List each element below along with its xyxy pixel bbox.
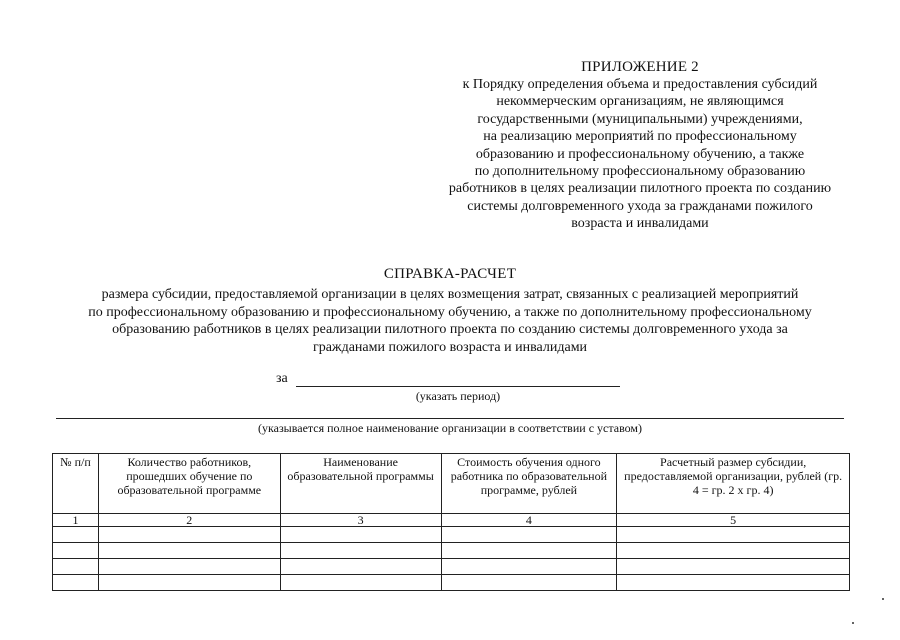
- table-cell[interactable]: [441, 575, 617, 591]
- column-header-program-name: Наименование образовательной программы: [280, 454, 441, 514]
- table-row: [53, 543, 850, 559]
- table-row: [53, 527, 850, 543]
- table-cell[interactable]: [280, 559, 441, 575]
- table-cell[interactable]: [98, 559, 280, 575]
- table-cell[interactable]: [280, 575, 441, 591]
- column-header-training-cost: Стоимость обучения одного работника по образовательной программе, рублей: [441, 454, 617, 514]
- table-cell[interactable]: [441, 543, 617, 559]
- annex-line: возраста и инвалидами: [571, 216, 709, 232]
- annex-line: образованию и профессиональному обучению, а также: [475, 146, 805, 162]
- period-field[interactable]: [296, 386, 620, 387]
- table-cell[interactable]: [53, 543, 99, 559]
- subtitle-line: гражданами пожилого возраста и инвалидами: [312, 339, 588, 355]
- table-cell[interactable]: [98, 543, 280, 559]
- table-cell[interactable]: [280, 527, 441, 543]
- column-number: 5: [617, 514, 850, 527]
- table-cell[interactable]: [617, 543, 850, 559]
- calculation-table: [52, 453, 850, 591]
- table-row: [53, 559, 850, 575]
- annex-block: [420, 58, 860, 233]
- column-header-number: № п/п: [53, 454, 99, 514]
- table-row: [53, 575, 850, 591]
- table-header-row: [53, 454, 850, 514]
- scan-speck: [882, 598, 884, 600]
- subtitle-line: образованию работников в целях реализации пилотного проекта по созданию системы долговременного ухода за: [112, 322, 788, 338]
- document-title: СПРАВКА-РАСЧЕТ: [383, 266, 517, 282]
- annex-line: работников в целях реализации пилотного проекта по созданию: [448, 181, 832, 197]
- table-cell[interactable]: [617, 527, 850, 543]
- table-cell[interactable]: [98, 527, 280, 543]
- column-header-subsidy-amount: Расчетный размер субсидии, предоставляемой организации, рублей (гр. 4 = гр. 2 х гр. 4): [617, 454, 850, 514]
- annex-line: на реализацию мероприятий по профессиональному: [483, 129, 797, 145]
- table-cell[interactable]: [617, 575, 850, 591]
- annex-line: государственными (муниципальными) учреждениями,: [477, 111, 803, 127]
- column-number: 2: [98, 514, 280, 527]
- annex-line: по дополнительному профессиональному образованию: [474, 164, 806, 180]
- table-cell[interactable]: [280, 543, 441, 559]
- annex-line: к Порядку определения объема и предоставления субсидий: [462, 77, 818, 92]
- column-number: 4: [441, 514, 617, 527]
- table-cell[interactable]: [617, 559, 850, 575]
- table-cell[interactable]: [53, 527, 99, 543]
- column-header-workers-count: Количество работников, прошедших обучение по образовательной программе: [98, 454, 280, 514]
- organization-name-field[interactable]: [56, 418, 844, 419]
- table-cell[interactable]: [441, 559, 617, 575]
- organization-hint: (указывается полное наименование организации в соответствии с уставом): [257, 421, 643, 435]
- annex-line: системы долговременного ухода за гражданами пожилого: [467, 198, 813, 214]
- table-cell[interactable]: [441, 527, 617, 543]
- annex-title: ПРИЛОЖЕНИЕ 2: [581, 59, 699, 75]
- table-cell[interactable]: [53, 575, 99, 591]
- period-prefix: за: [276, 371, 288, 386]
- table-cell[interactable]: [53, 559, 99, 575]
- period-hint: (указать период): [415, 389, 501, 403]
- column-number: 1: [53, 514, 99, 527]
- subtitle-line: размера субсидии, предоставляемой организации в целях возмещения затрат, связанных с реализацией мероприятий: [101, 287, 799, 302]
- document-subtitle: [20, 286, 880, 356]
- column-number: 3: [280, 514, 441, 527]
- scan-speck: [852, 622, 854, 624]
- table-cell[interactable]: [98, 575, 280, 591]
- subtitle-line: по профессиональному образованию и профессиональному обучению, а также по дополнительному профессиональному: [88, 304, 812, 320]
- column-number-row: [53, 514, 850, 527]
- annex-line: некоммерческим организациям, не являющимся: [496, 94, 784, 110]
